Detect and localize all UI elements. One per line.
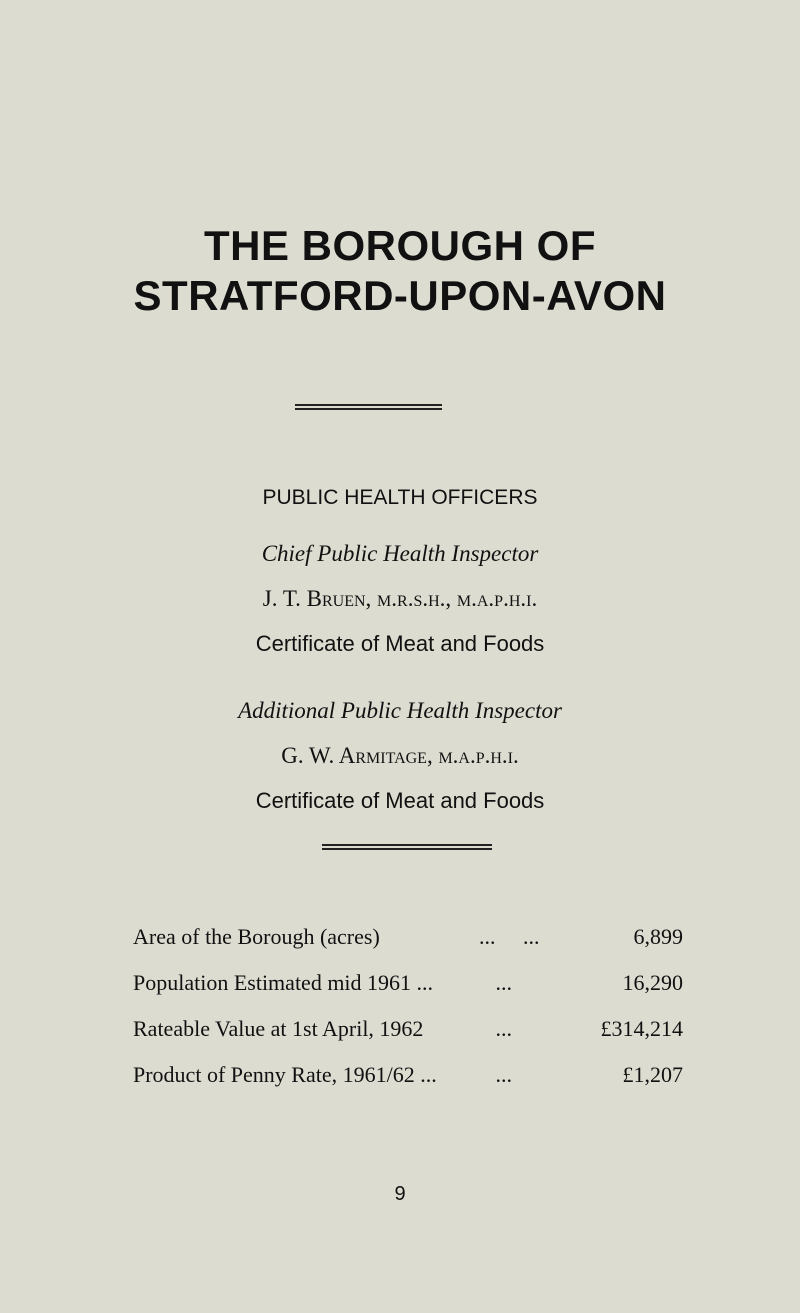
leader-dots: ... bbox=[479, 1016, 512, 1041]
officer-name: G. W. Armitage, m.a.p.h.i. bbox=[281, 743, 519, 768]
officer-role: Additional Public Health Inspector bbox=[238, 698, 562, 723]
stat-row bbox=[133, 970, 683, 1000]
title-line-2: STRATFORD-UPON-AVON bbox=[133, 272, 667, 319]
stat-label: Population Estimated mid 1961 ... bbox=[133, 970, 434, 995]
leader-dots: ... bbox=[479, 1062, 512, 1087]
double-rule-divider bbox=[322, 844, 492, 850]
leader-dots: ... ... bbox=[479, 924, 540, 949]
stat-value: £314,214 bbox=[600, 1016, 683, 1041]
officer-certificate: Certificate of Meat and Foods bbox=[255, 788, 545, 813]
leader-dots: ... bbox=[479, 970, 512, 995]
title-line-1: THE BOROUGH OF bbox=[204, 222, 596, 269]
stat-row bbox=[133, 1016, 683, 1046]
stat-row bbox=[133, 924, 683, 954]
stat-value: 16,290 bbox=[622, 970, 683, 995]
stat-label: Area of the Borough (acres) bbox=[133, 924, 380, 949]
officer-certificate: Certificate of Meat and Foods bbox=[255, 631, 545, 656]
officer-name: J. T. Bruen, m.r.s.h., m.a.p.h.i. bbox=[262, 586, 538, 611]
stat-value: 6,899 bbox=[633, 924, 683, 949]
page-number: 9 bbox=[394, 1183, 406, 1205]
officer-role: Chief Public Health Inspector bbox=[261, 541, 539, 566]
double-rule-divider bbox=[295, 404, 442, 410]
stat-label: Product of Penny Rate, 1961/62 ... bbox=[133, 1062, 437, 1087]
stat-value: £1,207 bbox=[622, 1062, 683, 1087]
section-heading: PUBLIC HEALTH OFFICERS bbox=[262, 486, 538, 509]
stat-label: Rateable Value at 1st April, 1962 bbox=[133, 1016, 424, 1041]
stat-row bbox=[133, 1062, 683, 1092]
